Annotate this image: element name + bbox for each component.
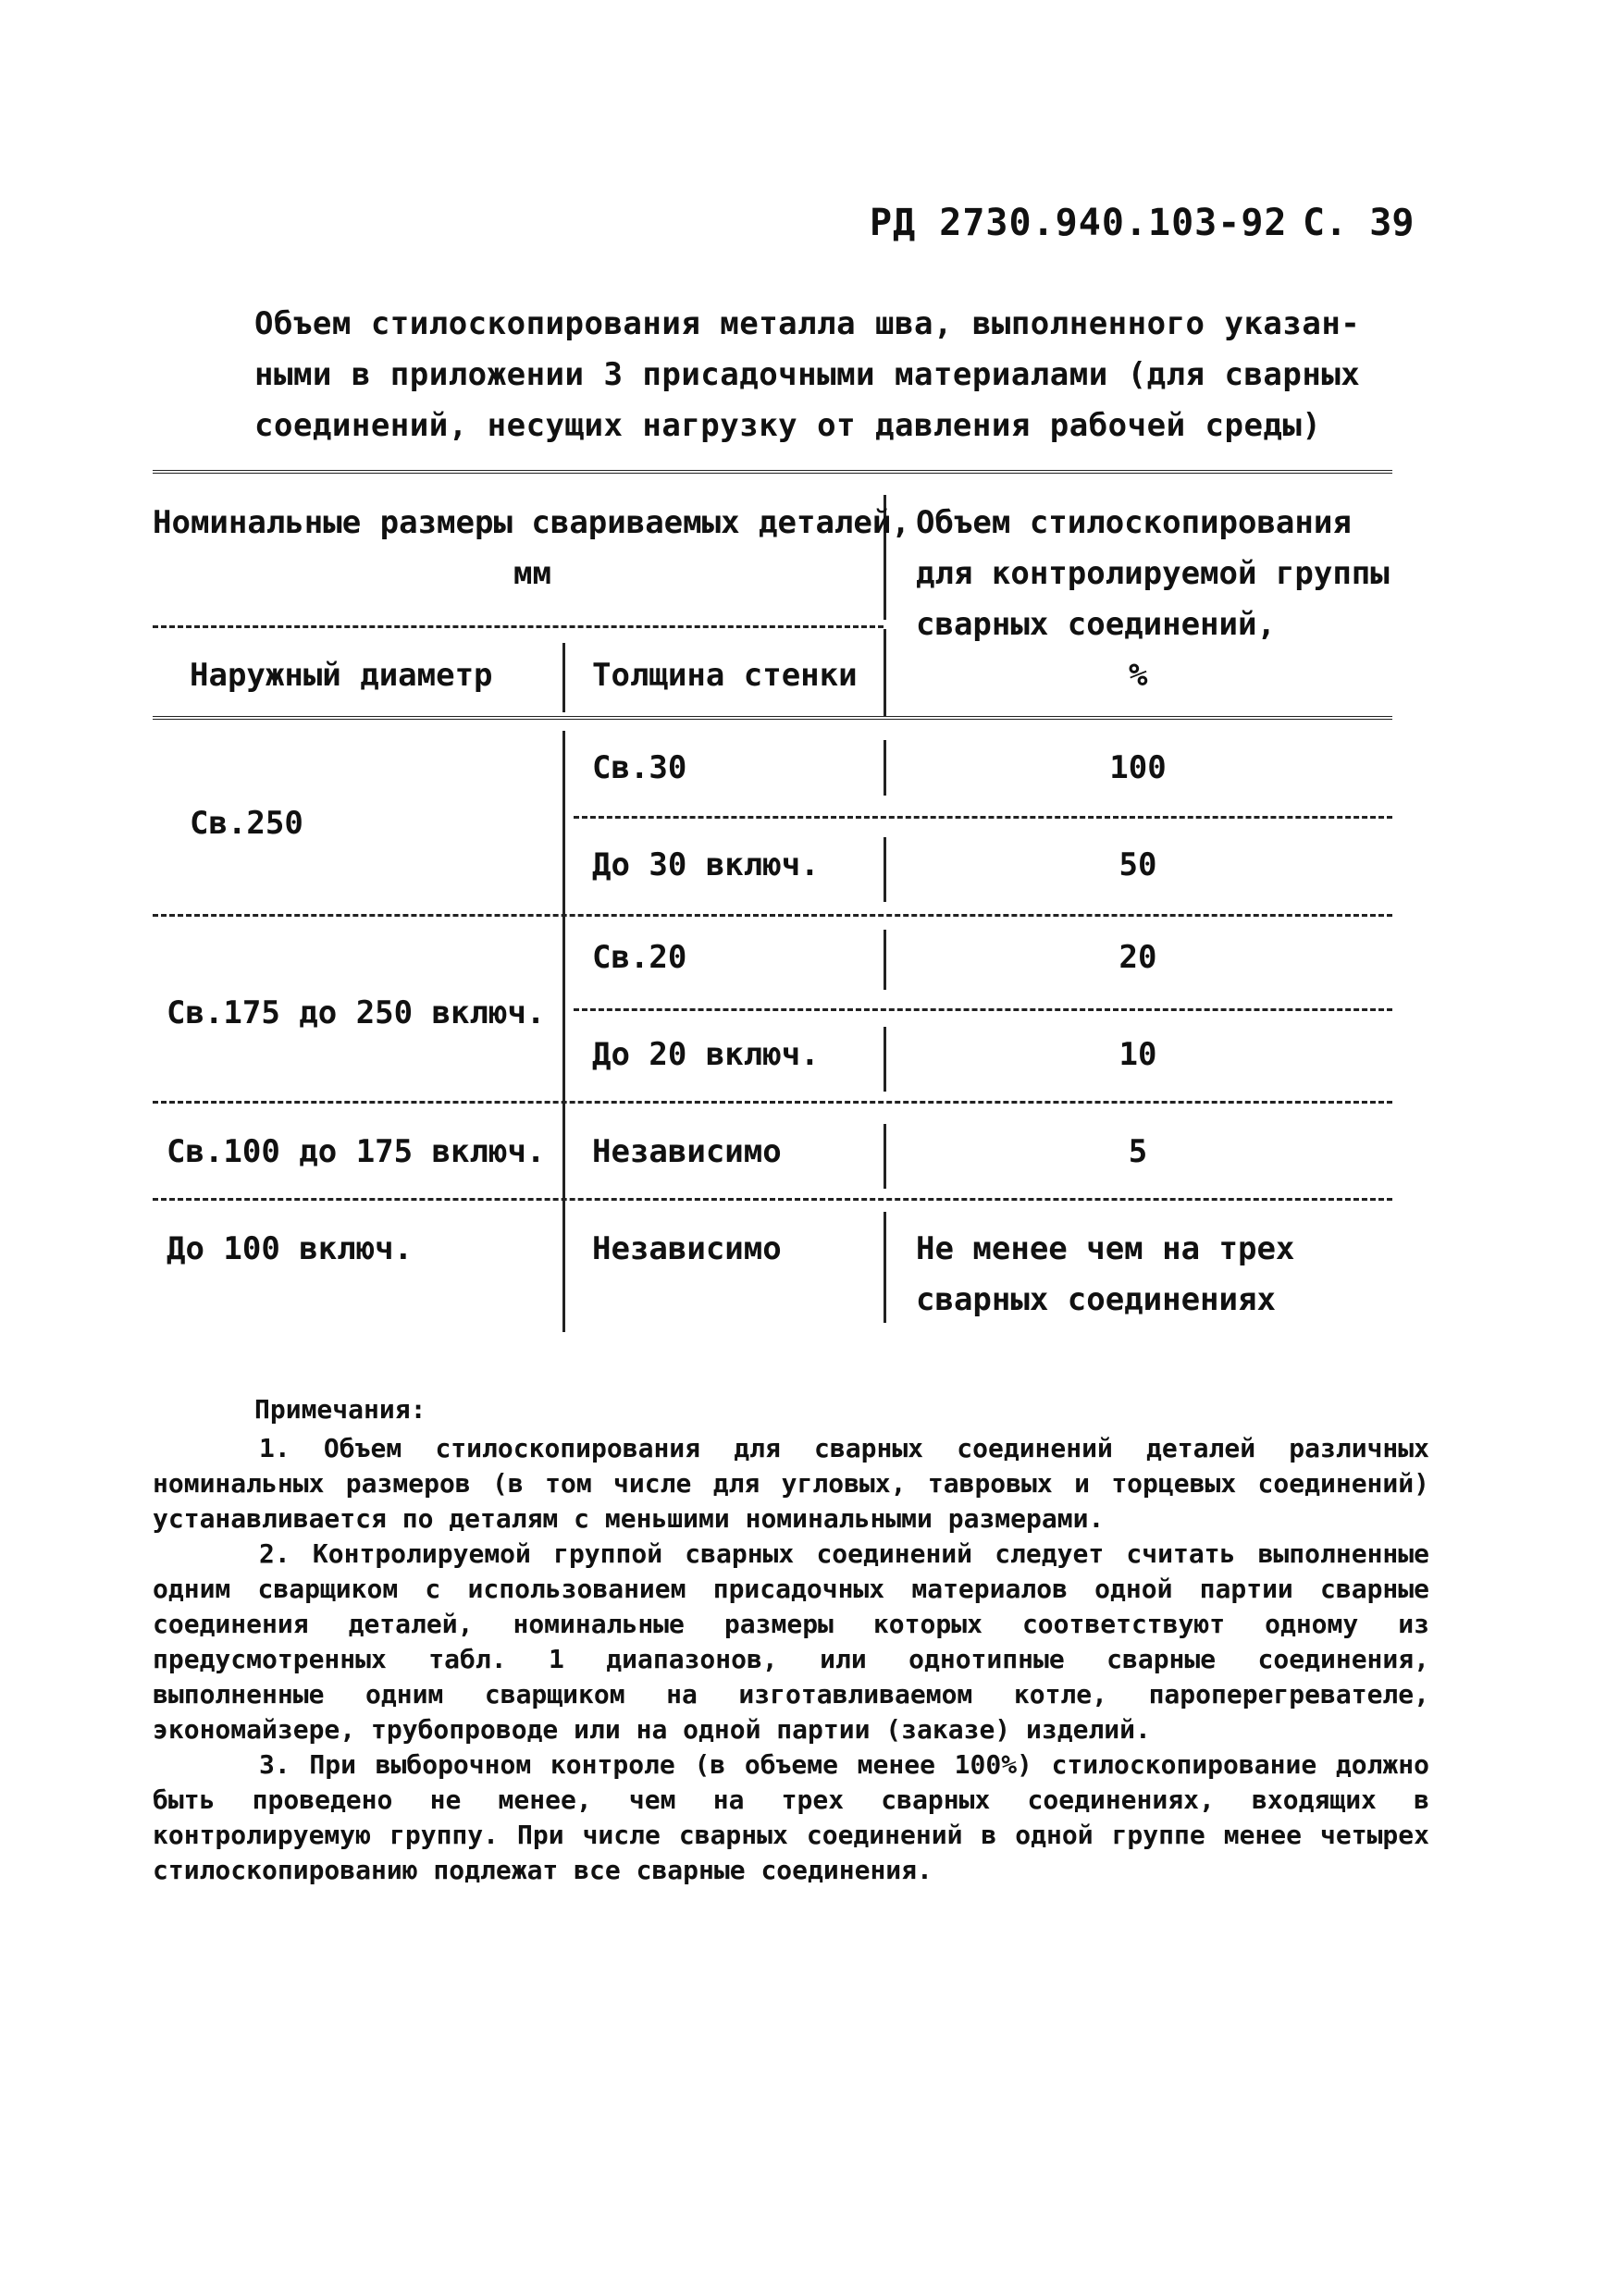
body-column-divider-2e <box>884 1124 886 1189</box>
row1-bottom-rule <box>153 914 1392 917</box>
row4-thickness: Независимо <box>592 1230 782 1267</box>
body-column-divider-2b <box>884 837 886 902</box>
row2-bottom-rule <box>153 1101 1392 1104</box>
note-2: 2. Контролируемой группой сварных соединений следует считать выполненные одним сварщиком с использованием присадочных материалов одной партии сварные соединения деталей, номинальные размеры которых соответствуют одному из предусмотренных табл. 1 диапазонов, или однотипные сварные соединения, выполненные одним сварщиком на изготавливаемом котле, пароперегревателе, экономайзере, трубопроводе или на одной партии (заказе) изделий. <box>153 1538 1429 1745</box>
row3-diameter: Св.100 до 175 включ. <box>167 1133 546 1170</box>
table-title-line-1: Объем стилоскопирования металла шва, выполненного указан- <box>254 305 1361 342</box>
header-nominal-sizes-unit: мм <box>513 555 551 592</box>
row1-thickness-b: До 30 включ. <box>592 846 820 883</box>
document-code: РД 2730.940.103-92 <box>870 202 1288 244</box>
row4-volume-line2: сварных соединениях <box>916 1281 1276 1318</box>
row2-volume-a: 20 <box>1118 939 1157 976</box>
row2-volume-b: 10 <box>1118 1036 1157 1073</box>
notes-section <box>153 1392 1429 1888</box>
header-wall-thickness: Толщина стенки <box>592 657 858 694</box>
header-volume-unit: % <box>1129 657 1148 694</box>
row1-inner-rule <box>574 816 1392 819</box>
header-vertical-divider-lower <box>884 629 886 717</box>
body-column-divider-2f <box>884 1212 886 1323</box>
header-volume-line3: сварных соединений, <box>916 606 1276 643</box>
row3-thickness: Независимо <box>592 1133 782 1170</box>
body-column-divider-2a <box>884 740 886 796</box>
row3-volume: 5 <box>1128 1133 1148 1170</box>
notes-heading: Примечания: <box>254 1394 426 1425</box>
header-nominal-sizes: Номинальные размеры свариваемых деталей, <box>153 504 910 541</box>
row4-volume-line1: Не менее чем на трех <box>916 1230 1295 1267</box>
header-subcolumn-divider <box>562 643 565 712</box>
note-1: 1. Объем стилоскопирования для сварных соединений деталей различных номинальных размеров (в том числе для угловых, тавровых и торцевых соединений) устанавливается по деталям с меньшими номинальными размерами. <box>153 1433 1429 1534</box>
row2-diameter: Св.175 до 250 включ. <box>167 994 546 1031</box>
body-column-divider-2c <box>884 930 886 990</box>
row2-inner-rule <box>574 1008 1392 1011</box>
header-volume: Объем стилоскопирования <box>916 504 1352 541</box>
header-outer-diameter: Наружный диаметр <box>190 657 493 694</box>
row3-bottom-rule <box>153 1198 1392 1201</box>
page-number: С. 39 <box>1303 202 1415 244</box>
row1-volume-a: 100 <box>1109 749 1167 786</box>
body-column-divider-1 <box>562 731 565 1332</box>
row1-volume-b: 50 <box>1118 846 1157 883</box>
body-column-divider-2d <box>884 1027 886 1092</box>
table-top-rule <box>153 470 1392 474</box>
note-3: 3. При выборочном контроле (в объеме менее 100%) стилоскопирование должно быть проведено не менее, чем на трех сварных соединениях, входящих в контролируемую группу. При числе сварных соединений в одной группе менее четырех стилоскопированию подлежат все сварные соединения. <box>153 1749 1429 1885</box>
header-bottom-rule <box>153 716 1392 720</box>
row1-thickness-a: Св.30 <box>592 749 687 786</box>
table-title-line-3: соединений, несущих нагрузку от давления рабочей среды) <box>254 407 1322 444</box>
header-divider-rule <box>153 625 884 628</box>
row2-thickness-a: Св.20 <box>592 939 687 976</box>
row1-diameter: Св.250 <box>190 805 303 842</box>
row4-diameter: До 100 включ. <box>167 1230 414 1267</box>
header-volume-line2: для контролируемой группы <box>916 555 1390 592</box>
table-title-line-2: ными в приложении 3 присадочными материалами (для сварных <box>254 356 1361 393</box>
row2-thickness-b: До 20 включ. <box>592 1036 820 1073</box>
